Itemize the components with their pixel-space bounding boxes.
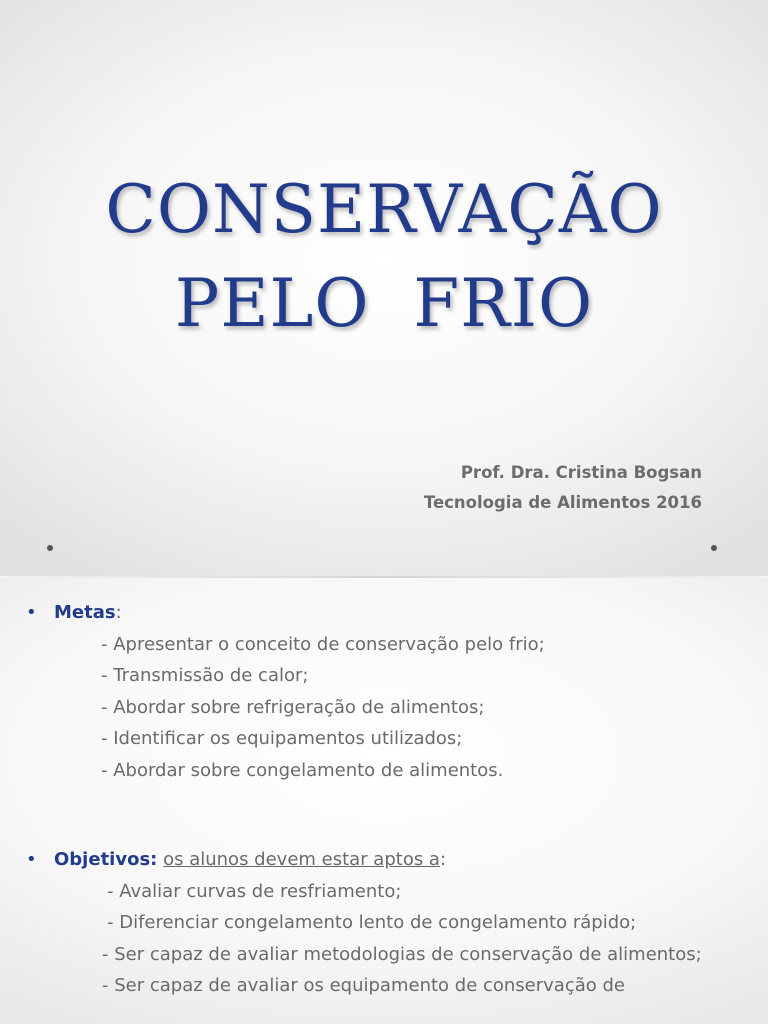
objetivos-heading xyxy=(0,844,768,876)
decorative-dot-right xyxy=(711,545,717,551)
objetivos-item xyxy=(0,939,768,971)
metas-label: Metas xyxy=(54,602,116,623)
course-name: Tecnologia de Alimentos 2016 xyxy=(423,493,702,512)
metas-colon: : xyxy=(115,602,122,623)
content-slide xyxy=(0,578,768,1024)
metas-heading xyxy=(0,597,768,629)
objetivos-item-text: - Ser capaz de avaliar metodologias de conservação de alimentos; xyxy=(102,943,702,965)
bullet-icon: • xyxy=(26,849,37,870)
title-line-2: PELO FRIO xyxy=(174,265,594,342)
objetivos-item: - Ser capaz de avaliar os equipamento de conservação de xyxy=(102,975,626,996)
bullet-icon: • xyxy=(26,602,37,623)
title-line-1: CONSERVAÇÃO xyxy=(105,171,663,248)
metas-item: - Transmissão de calor; xyxy=(101,665,309,686)
metas-item: - Abordar sobre congelamento de alimentos. xyxy=(101,759,504,781)
objetivos-label: Objetivos: xyxy=(54,849,158,870)
objetivos-item: - Avaliar curvas de resfriamento; xyxy=(107,880,402,902)
objetivos-intro: os alunos devem estar aptos a xyxy=(163,849,440,870)
slide-subtitle xyxy=(424,458,702,518)
objetivos-section xyxy=(0,844,768,1002)
metas-item: - Identificar os equipamentos utilizados; xyxy=(101,728,463,749)
objetivos-item: - Diferenciar congelamento lento de congelamento rápido; xyxy=(107,912,637,933)
objetivos-colon: : xyxy=(439,849,447,870)
metas-item: - Apresentar o conceito de conservação pelo frio; xyxy=(101,633,545,655)
metas-section xyxy=(0,597,768,786)
slide-title xyxy=(0,163,768,351)
decorative-dot-left xyxy=(47,545,53,551)
author-name: Prof. Dra. Cristina Bogsan xyxy=(460,463,702,482)
metas-item: - Abordar sobre refrigeração de alimentos; xyxy=(101,696,485,718)
